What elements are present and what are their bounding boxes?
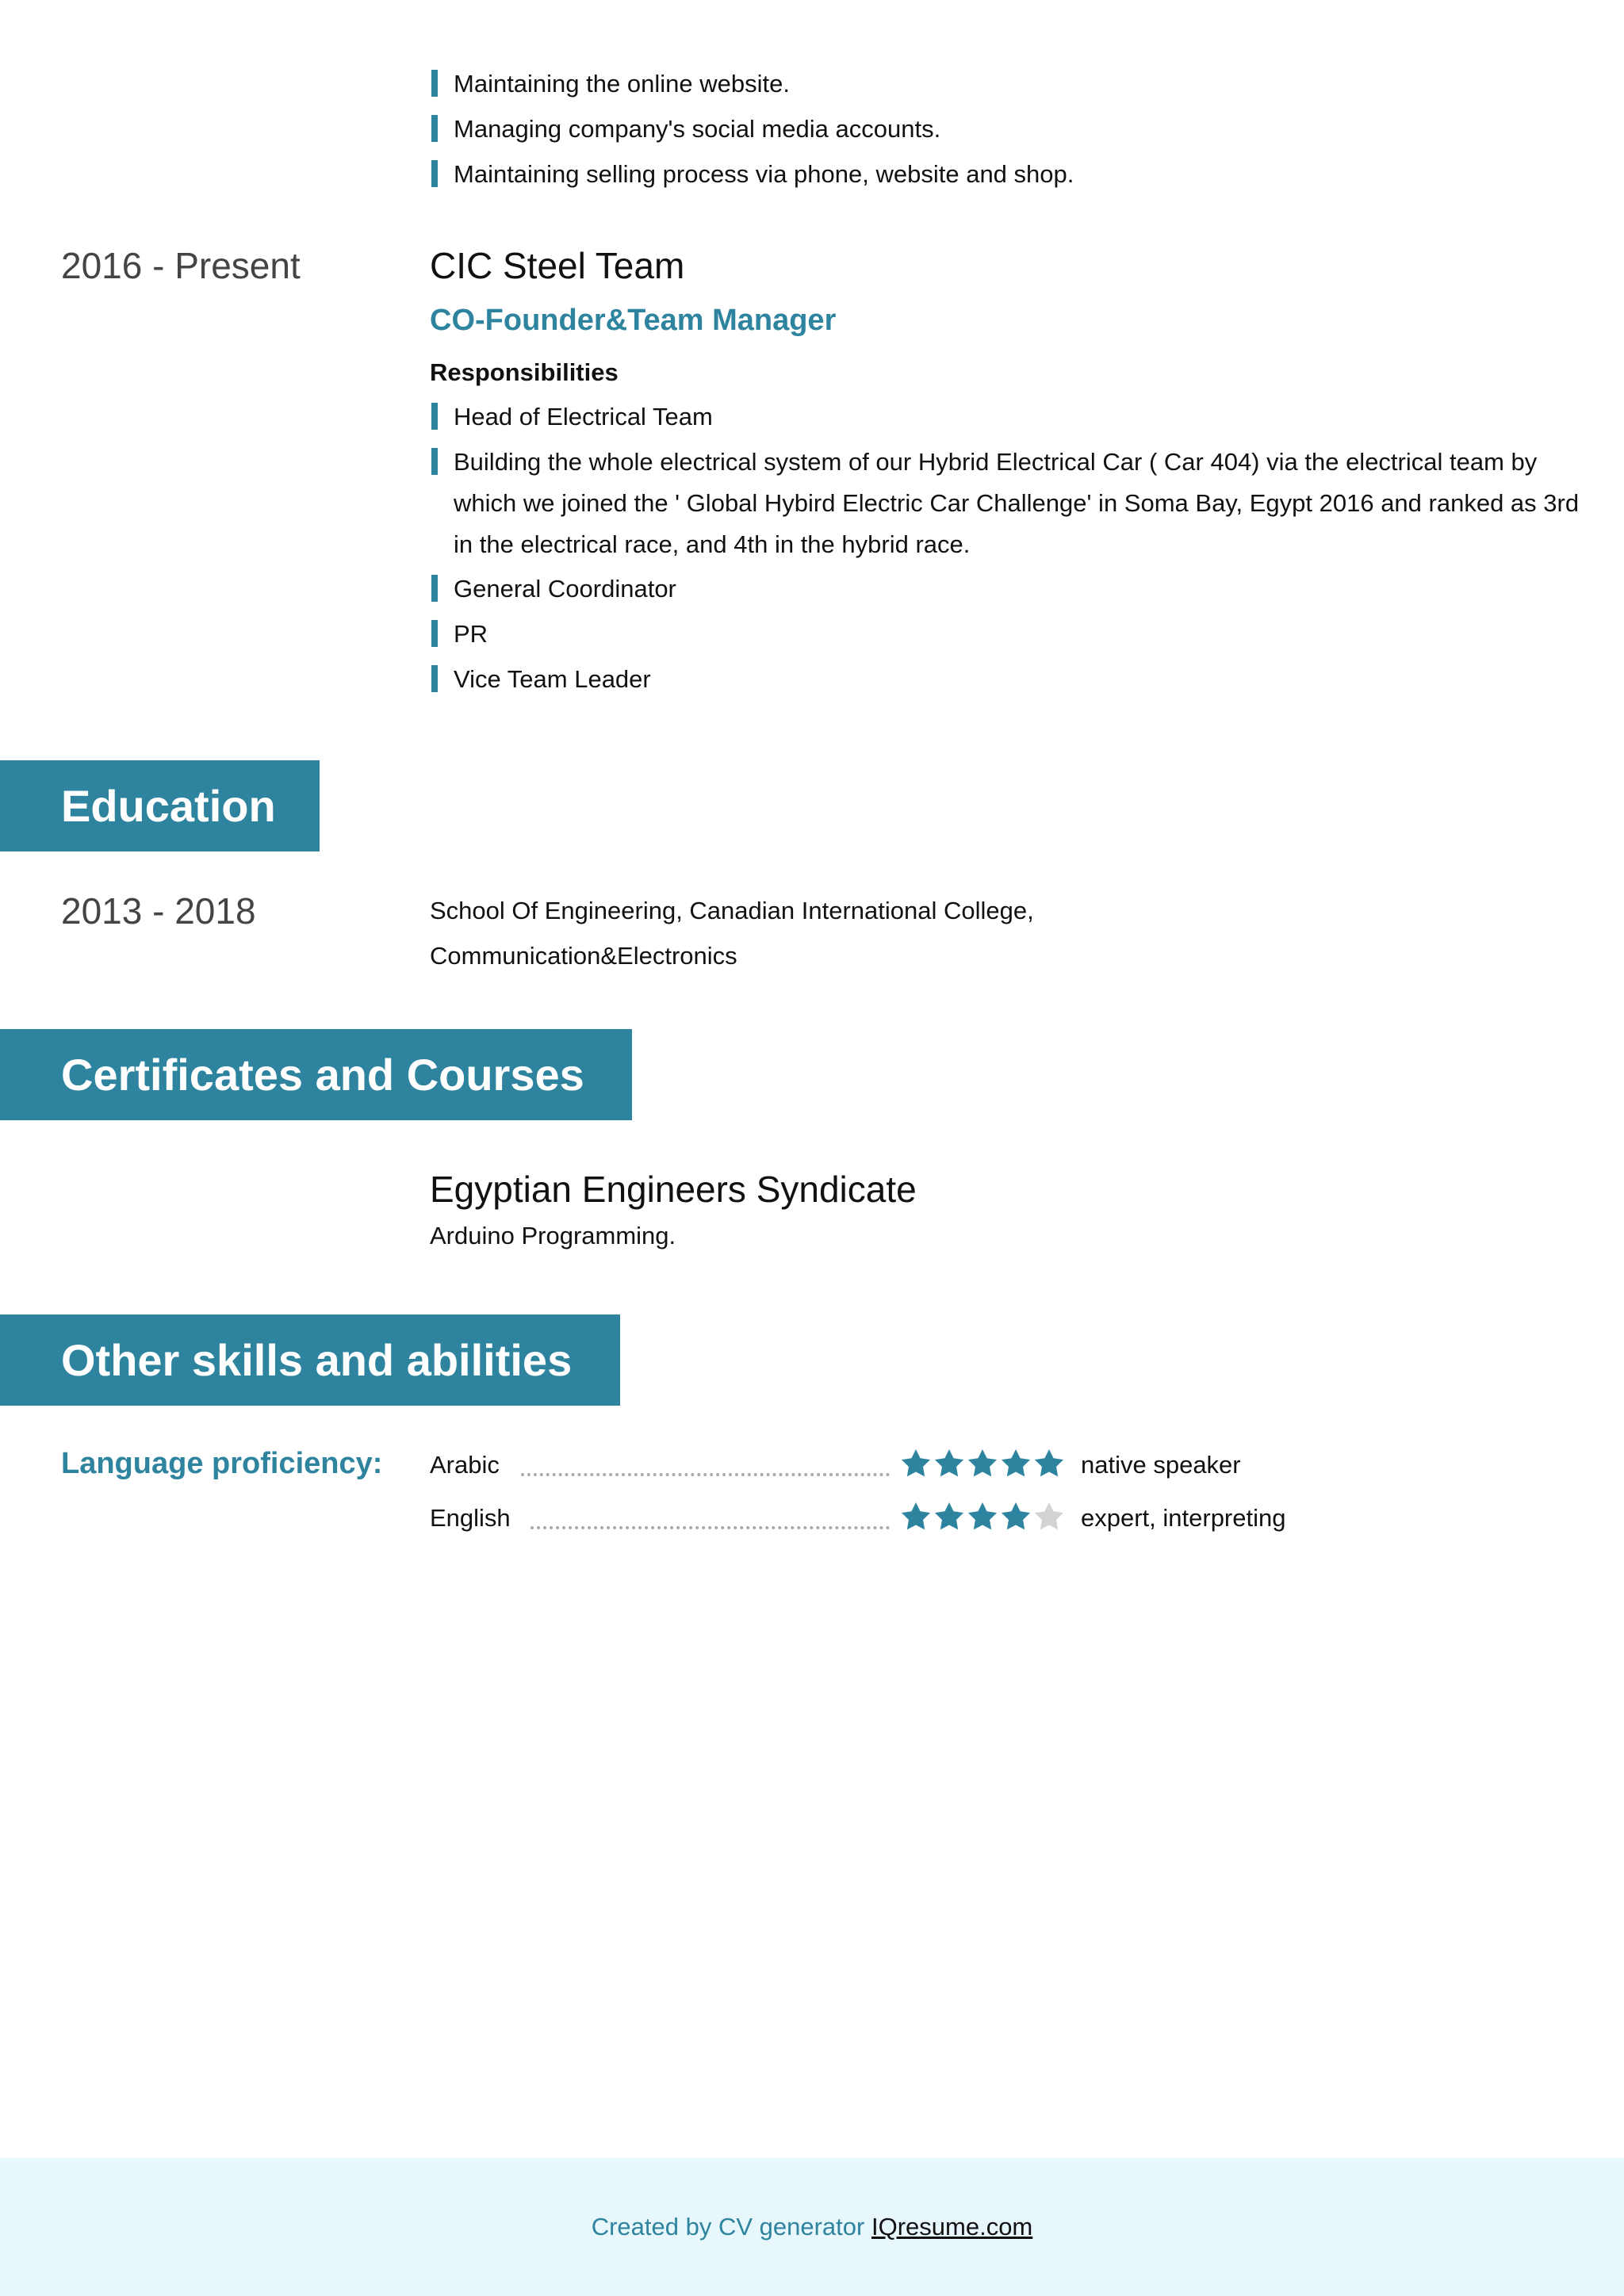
star-icon bbox=[935, 1502, 963, 1529]
star-icon bbox=[902, 1502, 930, 1529]
dotted-leader bbox=[530, 1526, 890, 1529]
education-school: School Of Engineering, Canadian International College, bbox=[430, 897, 1034, 924]
rating-stars bbox=[899, 1446, 1066, 1483]
responsibilities-label: Responsibilities bbox=[430, 358, 619, 386]
star-icon bbox=[968, 1502, 997, 1529]
certificates-section-header: Certificates and Courses bbox=[0, 1029, 632, 1120]
education-field: Communication&Electronics bbox=[430, 942, 737, 970]
language-row bbox=[430, 1494, 1461, 1542]
iqresume-link[interactable]: IQresume.com bbox=[871, 2213, 1033, 2241]
star-icon bbox=[935, 1449, 963, 1476]
skills-section-header: Other skills and abilities bbox=[0, 1314, 620, 1406]
responsibility-bullet: General Coordinator bbox=[430, 568, 1588, 610]
star-icon bbox=[1002, 1502, 1030, 1529]
star-icon bbox=[968, 1449, 997, 1476]
language-name: English bbox=[430, 1504, 511, 1532]
experience-bullet: Maintaining the online website. bbox=[430, 63, 1588, 105]
dotted-leader bbox=[521, 1473, 890, 1476]
responsibility-bullet: Building the whole electrical system of our Hybrid Electrical Car ( Car 404) via the electrical team by which we joined the ' Global Hybird Electric Car Challenge' in Soma Bay, Egypt 2016 and ranked as 3rd in the electrical race, and 4th in the hybrid race. bbox=[430, 442, 1588, 565]
experience-date: 2016 - Present bbox=[61, 245, 301, 286]
star-icon bbox=[1002, 1449, 1030, 1476]
responsibility-bullet: Vice Team Leader bbox=[430, 659, 1588, 700]
education-section-header: Education bbox=[0, 760, 320, 851]
experience-role: CO-Founder&Team Manager bbox=[430, 304, 837, 337]
star-icon bbox=[1035, 1502, 1063, 1529]
language-proficiency-label: Language proficiency: bbox=[61, 1447, 383, 1480]
experience-bullet: Maintaining selling process via phone, website and shop. bbox=[430, 154, 1588, 195]
certificate-org: Egyptian Engineers Syndicate bbox=[430, 1169, 917, 1210]
footer bbox=[0, 2158, 1624, 2296]
language-name: Arabic bbox=[430, 1451, 500, 1479]
experience-bullet: Managing company's social media accounts. bbox=[430, 109, 1588, 150]
language-row bbox=[430, 1441, 1461, 1489]
experience-company: CIC Steel Team bbox=[430, 245, 685, 286]
language-level: native speaker bbox=[1081, 1451, 1241, 1479]
education-date: 2013 - 2018 bbox=[61, 890, 256, 932]
star-icon bbox=[1035, 1449, 1063, 1476]
footer-text bbox=[0, 2158, 1624, 2296]
certificate-course: Arduino Programming. bbox=[430, 1222, 676, 1249]
responsibility-bullet: Head of Electrical Team bbox=[430, 396, 1588, 438]
language-level: expert, interpreting bbox=[1081, 1504, 1286, 1532]
footer-prefix: Created by CV generator bbox=[591, 2213, 865, 2241]
rating-stars bbox=[899, 1499, 1066, 1536]
star-icon bbox=[902, 1449, 930, 1476]
responsibility-bullet: PR bbox=[430, 614, 1588, 655]
